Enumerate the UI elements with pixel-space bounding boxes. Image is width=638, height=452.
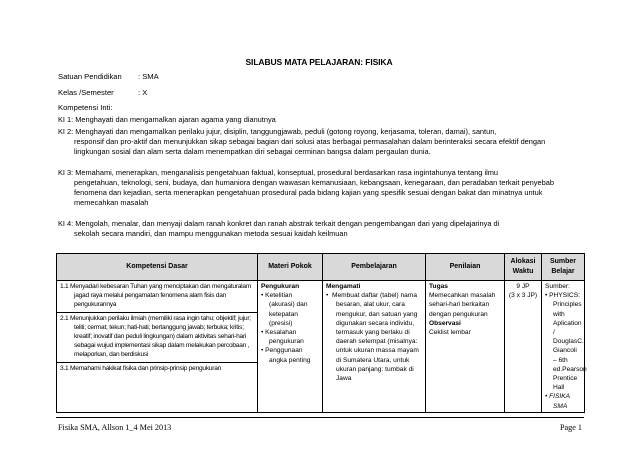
footer-divider bbox=[56, 417, 584, 418]
header-kompetensi-dasar: Kompetensi Dasar bbox=[57, 254, 258, 281]
ki-1 bbox=[58, 115, 582, 125]
header-penilaian: Penilaian bbox=[426, 254, 505, 281]
pembelajaran-item: • Membuat daftar (tabel) nama besaran, alat ukur, cara mengukur, dan satuan yang digunakan secara individu, termasuk yang berlaku di daerah setempat (misalnya: untuk ukuran massa mayam di Sumatera Utara, untuk ukuran panjang: tumbak di Jawa bbox=[326, 292, 419, 383]
satuan-label: Satuan Pendidikan bbox=[58, 72, 122, 81]
kd-2-1: 2.1 Menunjukkan perilaku ilmiah (memiliki rasa ingin tahu; objektif; jujur; teliti; cermat; tekun; hati-hati; bertanggung jawab; terbuka; kritis; kreatif; inovatif dan peduli lingkungan) dalam aktivitas sehari-hari sebagai wujud implementasi sikap dalam melakukan percobaan , melaporkan, dan berdiskusi bbox=[60, 314, 251, 359]
ki-3-continuation: pengetahuan, teknologi, seni, budaya, dan humaniora dengan wawasan kemanusiaan, kebangsaan, kenegaraan, dan peradaban terkait penyebab fenomena dan kejadian, serta menerapkan pengetahuan prosedural pada bidang kajian yang spesifik sesuai dengan bakat dan minatnya untuk memecahkan masalah bbox=[74, 177, 554, 207]
sumber-item: • PHYSICS: Principles with Aplication / DouglasC. Giancoli – 6th ed.Pearson Prentice Hall bbox=[545, 292, 587, 392]
header-pembelajaran: Pembelajaran bbox=[323, 254, 426, 281]
materi-item: • Ketelitian (akurasi) dan ketepatan (presisi) bbox=[261, 292, 308, 327]
kd-3-1: 3.1 Memahami hakikat fisika dan prinsip-prinsip pengukuran bbox=[60, 364, 222, 372]
pembelajaran-cell bbox=[323, 281, 426, 413]
pembelajaran-heading: Mengamati bbox=[326, 283, 361, 290]
alokasi-jp: 9 JP bbox=[516, 283, 530, 290]
kompetensi-inti-heading: Kompetensi Inti: bbox=[58, 103, 113, 112]
header-materi-pokok: Materi Pokok bbox=[258, 254, 323, 281]
ki-2 bbox=[58, 127, 582, 157]
kelas-semester-row bbox=[58, 88, 147, 98]
footer-left-text: Fisika SMA, Allson 1_4 Mei 2013 bbox=[58, 423, 172, 432]
footer-page-number: Page 1 bbox=[559, 423, 582, 432]
ki-4-continuation: sekolah secara mandiri, dan mampu menggunakan metoda sesuai kaidah keilmuan bbox=[74, 228, 348, 238]
document-title: SILABUS MATA PELAJARAN: FISIKA bbox=[245, 57, 393, 67]
penilaian-tugas-heading: Tugas bbox=[429, 283, 448, 290]
sumber-belajar-cell bbox=[542, 281, 585, 413]
silabus-table bbox=[56, 253, 585, 413]
ki-3 bbox=[58, 168, 582, 208]
satuan-pendidikan-row bbox=[58, 72, 159, 82]
alokasi-detail: (3 x 3 JP) bbox=[508, 292, 538, 300]
header-alokasi-waktu: Alokasi Waktu bbox=[505, 254, 542, 281]
materi-item: • Penggunaan angka penting bbox=[261, 347, 311, 364]
materi-heading: Pengukuran bbox=[261, 283, 300, 290]
penilaian-observasi-heading: Observasi bbox=[429, 319, 461, 327]
table-header-row bbox=[57, 254, 585, 281]
ki-1-text: KI 1: Menghayati dan mengamalkan ajaran agama yang dianutnya bbox=[58, 115, 276, 124]
penilaian-cell bbox=[426, 281, 505, 413]
kelas-value: : X bbox=[138, 88, 148, 97]
ki-2-text: KI 2: Menghayati dan mengamalkan perilaku jujur, disiplin, tanggungjawab, peduli (gotong royong, kerjasama, toleran, damai), santun, bbox=[58, 127, 497, 136]
sumber-item: • FISIKA SMA bbox=[545, 393, 570, 410]
alokasi-waktu-cell bbox=[505, 281, 542, 413]
kelas-label: Kelas /Semester bbox=[58, 88, 114, 97]
ki-3-text: KI 3: Memahami, menerapkan, menganalisis pengetahuan faktual, konseptual, prosedural berdasarkan rasa ingintahunya tentang ilmu bbox=[58, 168, 499, 177]
penilaian-tugas-text: Memecahkan masalah sehari-hari berkaitan dengan pengukuran bbox=[429, 292, 496, 318]
kompetensi-dasar-cell bbox=[57, 281, 258, 413]
materi-item: • Kesalahan pengukuran bbox=[261, 329, 304, 346]
kd-1-1: 1.1 Menyadari kebesaran Tuhan yang menciptakan dan mengaturalam jagad raya melalui pengamatan fenomena alam fisis dan pengukurannya bbox=[60, 283, 251, 309]
ki-4 bbox=[58, 219, 582, 239]
penilaian-observasi-text: Ceklist lembar bbox=[429, 329, 471, 337]
satuan-value: : SMA bbox=[138, 72, 159, 81]
ki-4-text: KI 4: Mengolah, menalar, dan menyaji dalam ranah konkret dan ranah abstrak terkait dengan pengembangan dari yang dipelajarinya di bbox=[58, 219, 500, 228]
sumber-heading: Sumber: bbox=[545, 283, 570, 290]
ki-2-continuation: responsif dan pro-aktif dan menunjukkan sikap sebagai bagian dari solusi atas berbagai permasalahan dalam berinteraksi secara efektif dengan lingkungan sosial dan alam serta dalam menempatkan diri sebagai cerminan bangsa dalam pergaulan dunia. bbox=[74, 136, 546, 156]
header-sumber-belajar: Sumber Belajar bbox=[542, 254, 585, 281]
table-row bbox=[57, 281, 585, 413]
materi-pokok-cell bbox=[258, 281, 323, 413]
